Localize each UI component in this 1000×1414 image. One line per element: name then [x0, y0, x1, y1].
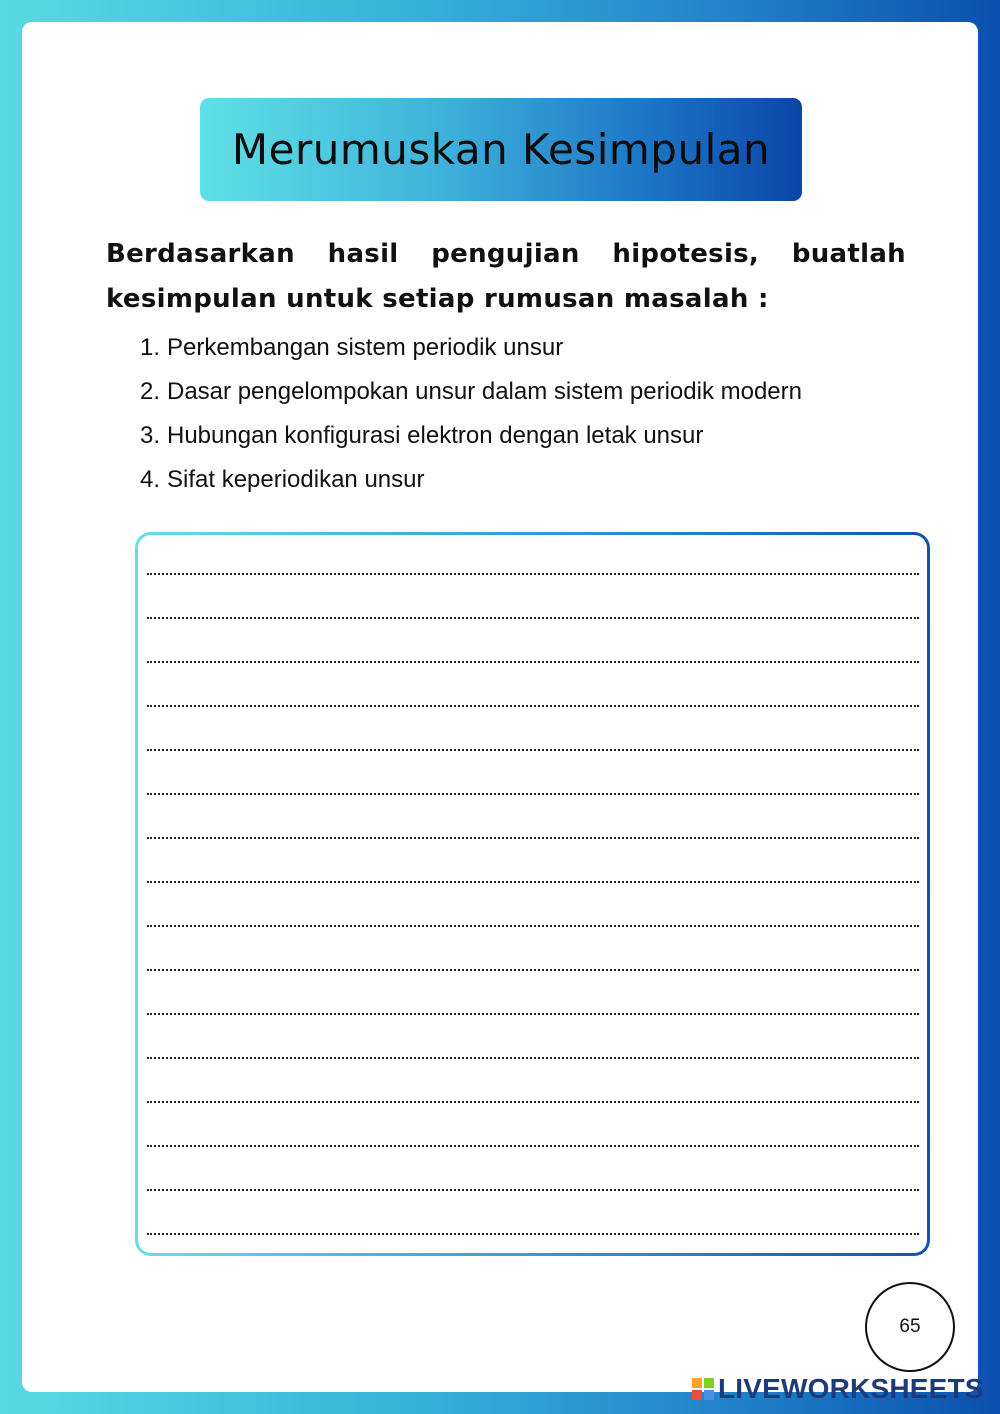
answer-line — [147, 1233, 919, 1235]
worksheet-page — [22, 22, 978, 1392]
answer-line — [147, 661, 919, 663]
question-number: 2. — [139, 378, 160, 405]
answer-line — [147, 925, 919, 927]
answer-area[interactable] — [138, 535, 927, 1253]
watermark — [692, 1372, 984, 1406]
answer-line — [147, 1101, 919, 1103]
liveworksheets-logo-icon — [692, 1378, 714, 1400]
answer-line — [147, 837, 919, 839]
answer-line — [147, 1013, 919, 1015]
question-number: 4. — [139, 466, 160, 493]
answer-line — [147, 793, 919, 795]
page-title: Merumuskan Kesimpulan — [231, 125, 771, 174]
answer-line — [147, 573, 919, 575]
question-number: 3. — [139, 422, 160, 449]
question-text: Dasar pengelompokan unsur dalam sistem periodik modern — [167, 378, 802, 405]
answer-line — [147, 969, 919, 971]
question-item — [130, 458, 802, 502]
question-item — [130, 414, 802, 458]
question-text: Perkembangan sistem periodik unsur — [167, 334, 564, 361]
question-item — [130, 326, 802, 370]
answer-line — [147, 1145, 919, 1147]
answer-line — [147, 705, 919, 707]
question-text: Hubungan konfigurasi elektron dengan letak unsur — [167, 422, 704, 449]
page-number: 65 — [865, 1282, 955, 1372]
answer-box — [135, 532, 930, 1256]
question-number: 1. — [139, 334, 160, 361]
answer-line — [147, 1189, 919, 1191]
question-item — [130, 370, 802, 414]
watermark-text: LIVEWORKSHEETS — [718, 1373, 984, 1404]
question-list — [130, 326, 802, 502]
instruction-text: Berdasarkan hasil pengujian hipotesis, buatlah kesimpulan untuk setiap rumusan masalah : — [106, 239, 906, 314]
question-text: Sifat keperiodikan unsur — [167, 466, 425, 493]
answer-line — [147, 749, 919, 751]
title-banner — [200, 98, 802, 201]
answer-line — [147, 617, 919, 619]
answer-line — [147, 881, 919, 883]
answer-line — [147, 1057, 919, 1059]
